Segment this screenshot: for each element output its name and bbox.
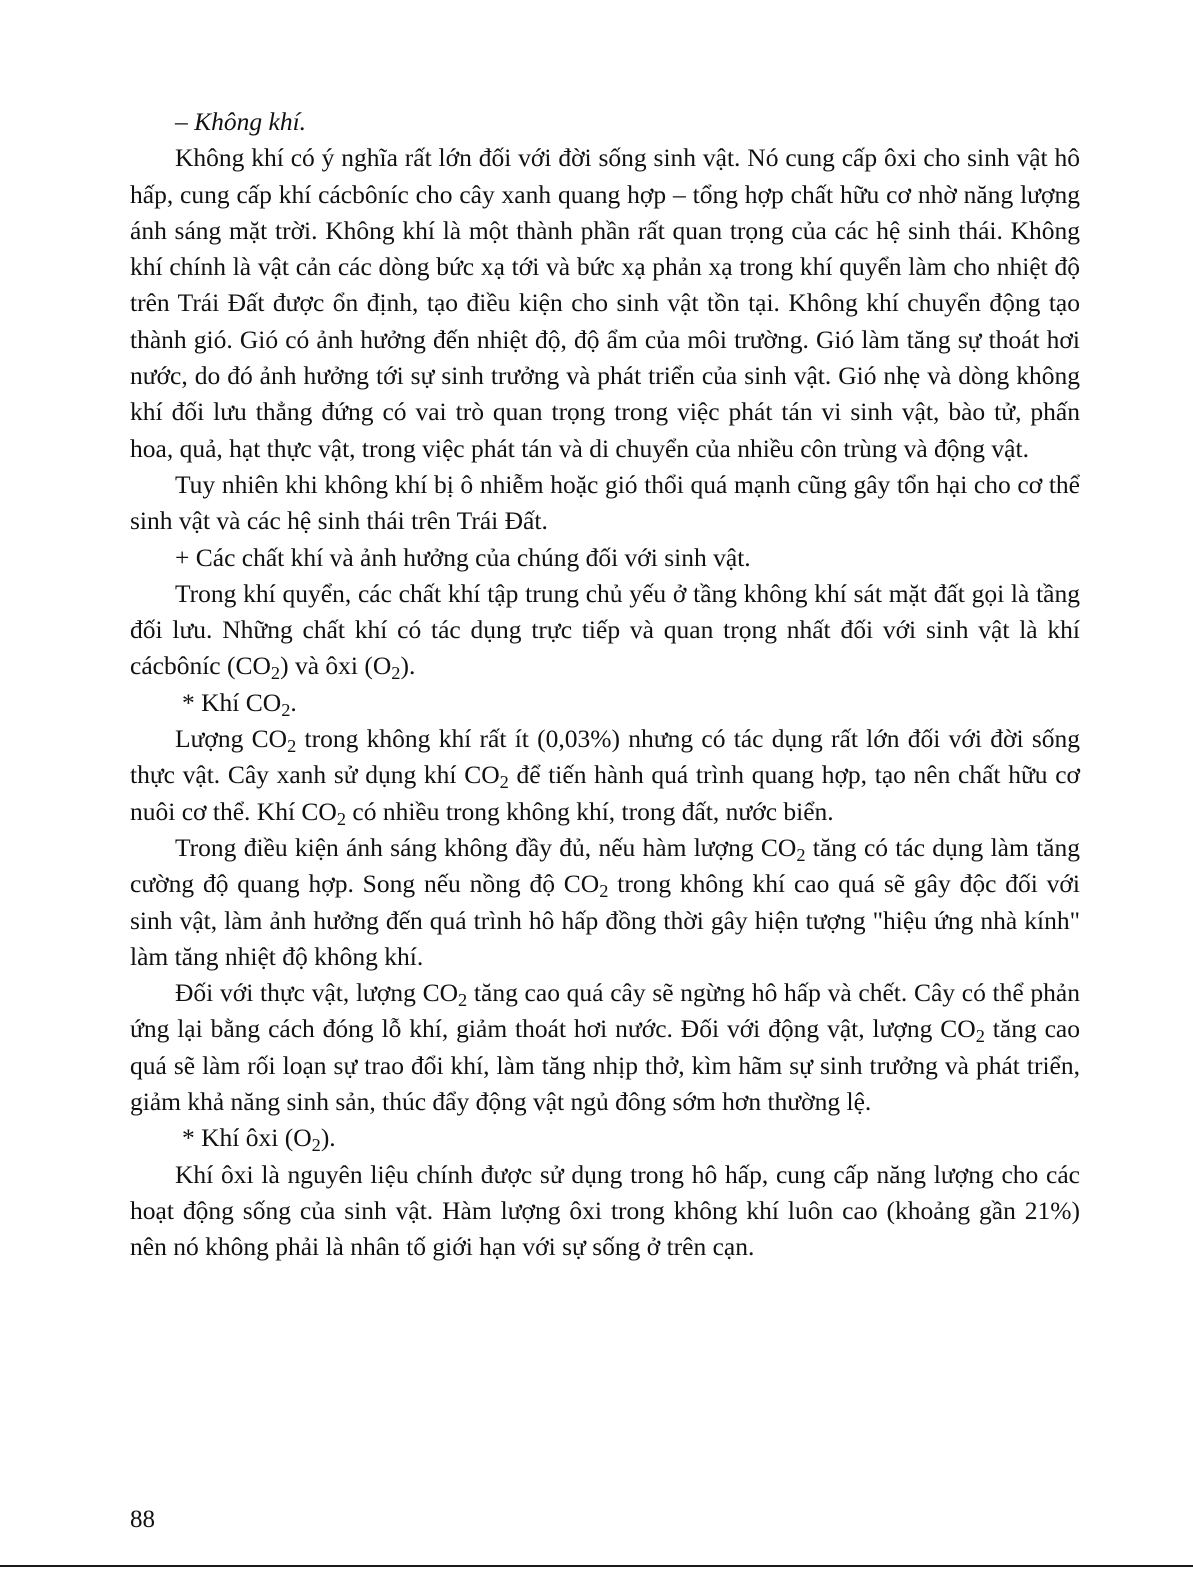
text-segment: .	[290, 687, 297, 717]
subscript: 2	[287, 736, 297, 757]
paragraph-co2-effects	[130, 975, 1080, 1120]
paragraph-co2-light	[130, 830, 1080, 975]
text-segment: để tiến hành quá trình quang hợp, tạo nên chất hữu cơ nuôi cơ thể. Khí CO	[130, 760, 1080, 826]
text-segment: tăng có tác dụng làm tăng cường độ quang hợp. Song nếu nồng độ CO	[130, 832, 1080, 899]
text-segment: Trong điều kiện ánh sáng không đầy đủ, nếu hàm lượng CO	[175, 832, 797, 862]
paragraph-troposphere	[130, 576, 1080, 685]
subheading-o2	[130, 1120, 1080, 1156]
text-segment: trong không khí cao quá sẽ gây độc đối với sinh vật, làm ảnh hưởng đến quá trình hô hấp đồng thời gây hiện tượng "hiệu ứng nhà kính" làm tăng nhiệt độ không khí.	[130, 869, 1080, 971]
subscript: 2	[281, 699, 291, 720]
text-segment: Đối với thực vật, lượng CO	[175, 978, 459, 1008]
subheading-co2	[130, 685, 1080, 721]
text-segment: tăng cao quá cây sẽ ngừng hô hấp và chết. Cây có thể phản ứng lại bằng cách đóng lỗ khí, giảm thoát hơi nước. Đối với động vật, lượng CO	[130, 978, 1080, 1044]
subscript: 2	[458, 990, 468, 1011]
section-heading-air: – Không khí.	[175, 107, 307, 136]
subscript: 2	[796, 845, 806, 866]
subscript: 2	[391, 663, 401, 684]
paragraph-oxygen: Khí ôxi là nguyên liệu chính được sử dụng trong hô hấp, cung cấp năng lượng cho các hoạt động sống của sinh vật. Hàm lượng ôxi trong không khí luôn cao (khoảng gần 21%) nên nó không phải là nhân tố giới hạn với sự sống ở trên cạn.	[130, 1159, 1080, 1262]
subscript: 2	[499, 772, 509, 793]
subscript: 2	[311, 1135, 321, 1156]
page-body	[130, 104, 1080, 1266]
subheading-gases: + Các chất khí và ảnh hưởng của chúng đối với sinh vật.	[175, 542, 751, 572]
subscript: 2	[975, 1026, 985, 1047]
page-number: 88	[130, 1506, 155, 1533]
text-segment: ).	[320, 1123, 336, 1153]
text-segment: tăng cao quá sẽ làm rối loạn sự trao đổi khí, làm tăng nhịp thở, kìm hãm sự sinh trưởng và phát triển, giảm khả năng sinh sản, thúc đẩy động vật ngủ đông sớm hơn thường lệ.	[130, 1014, 1080, 1117]
subscript: 2	[270, 663, 281, 684]
text-segment: ).	[400, 651, 416, 681]
text-segment: Trong khí quyển, các chất khí tập trung chủ yếu ở tầng không khí sát mặt đất gọi là tầng đối lưu. Những chất khí có tác dụng trực tiếp và quan trọng nhất đối với sinh vật là khí cácbôníc (CO	[130, 578, 1080, 681]
text-segment: Lượng CO	[175, 724, 288, 754]
subscript: 2	[599, 881, 609, 902]
bottom-rule	[0, 1565, 1193, 1567]
paragraph-co2-amount	[130, 721, 1080, 830]
text-segment: có nhiều trong không khí, trong đất, nước biển.	[346, 796, 834, 826]
text-segment: * Khí CO	[182, 687, 282, 717]
text-segment: ) và ôxi (O	[280, 651, 392, 681]
subscript: 2	[336, 808, 347, 829]
paragraph-air-importance: Không khí có ý nghĩa rất lớn đối với đời sống sinh vật. Nó cung cấp ôxi cho sinh vật hô hấp, cung cấp khí cácbôníc cho cây xanh quang hợp – tổng hợp chất hữu cơ nhờ năng lượng ánh sáng mặt trời. Không khí là một thành phần rất quan trọng của các hệ sinh thái. Không khí chính là vật cản các dòng bức xạ tới và bức xạ phản xạ trong khí quyển làm cho nhiệt độ trên Trái Đất được ổn định, tạo điều kiện cho sinh vật tồn tại. Không khí chuyển động tạo thành gió. Gió có ảnh hưởng đến nhiệt độ, độ ẩm của môi trường. Gió làm tăng sự thoát hơi nước, do đó ảnh hưởng tới sự sinh trưởng và phát triển của sinh vật. Gió nhẹ và dòng không khí đối lưu thẳng đứng có vai trò quan trọng trong việc phát tán vi sinh vật, bào tử, phấn hoa, quả, hạt thực vật, trong việc phát tán và di chuyển của nhiều côn trùng và động vật.	[130, 143, 1080, 463]
paragraph-air-pollution: Tuy nhiên khi không khí bị ô nhiễm hoặc gió thổi quá mạnh cũng gây tổn hại cho cơ thể sinh vật và các hệ sinh thái trên Trái Đất.	[130, 469, 1080, 536]
text-segment: * Khí ôxi (O	[182, 1123, 312, 1153]
text-segment: trong không khí rất ít (0,03%) nhưng có tác dụng rất lớn đối với đời sống thực vật. Cây xanh sử dụng khí CO	[130, 724, 1081, 790]
